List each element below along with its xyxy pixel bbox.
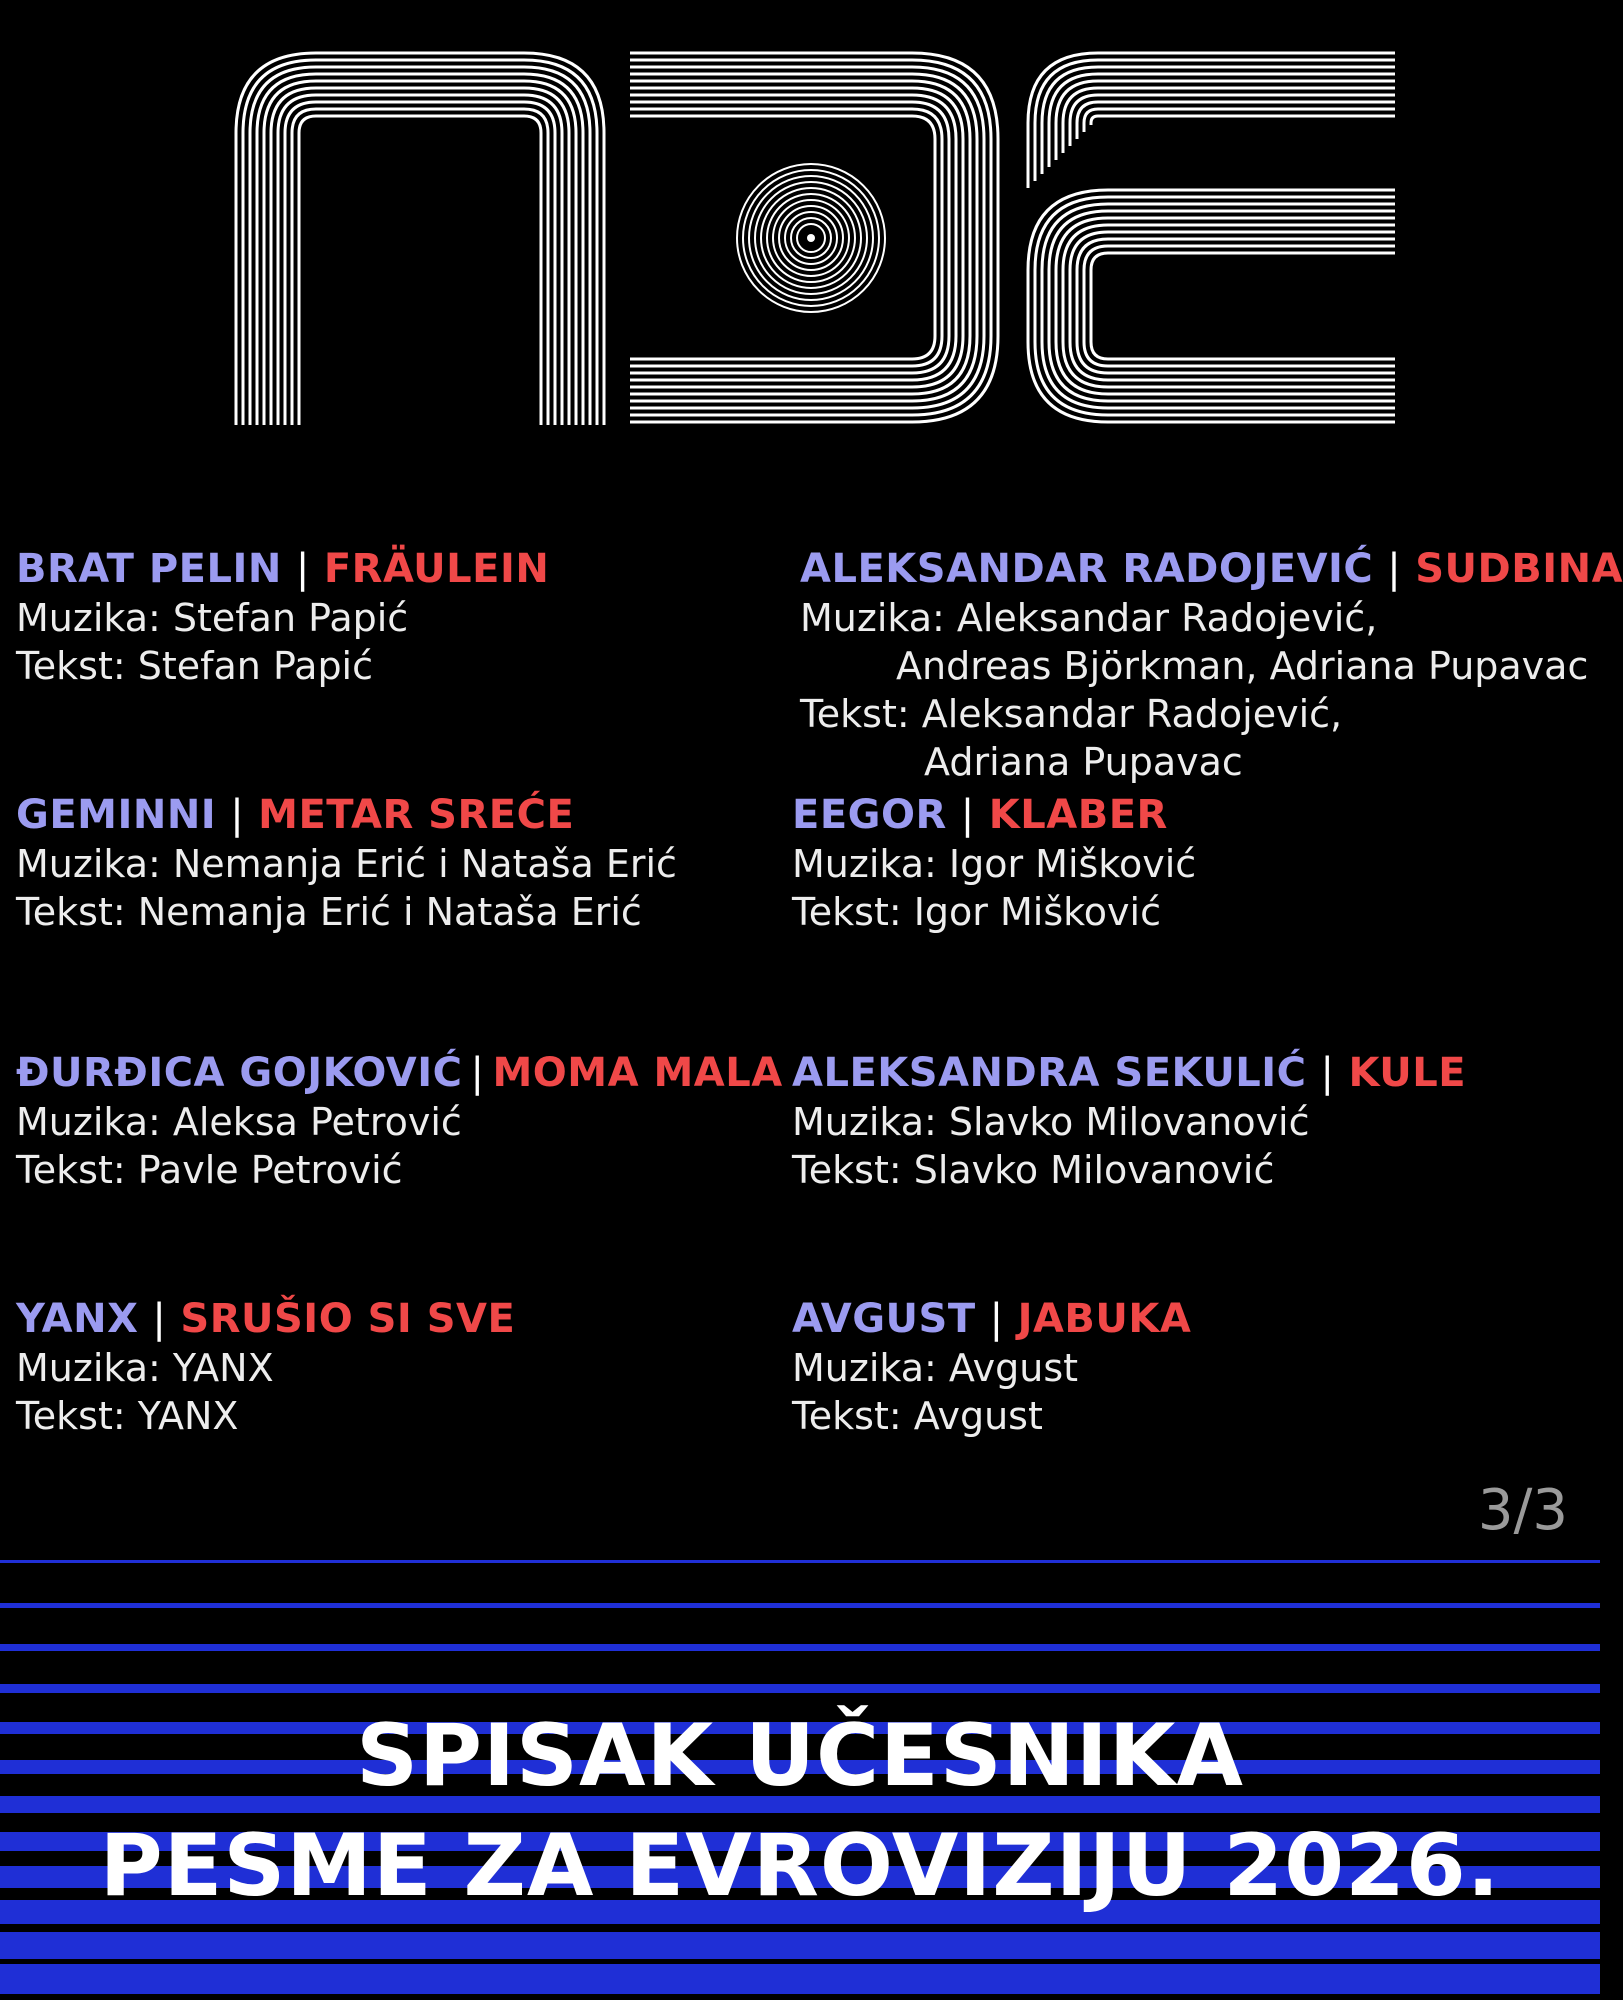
separator: | (960, 792, 975, 838)
entry-heading (792, 1294, 1191, 1344)
separator: | (152, 1296, 167, 1342)
music-credit: Muzika: Igor Mišković (792, 842, 1197, 886)
lyrics-credit: Tekst: YANX (16, 1394, 239, 1438)
entry-heading (792, 790, 1196, 840)
song-title: METAR SREĆE (258, 792, 575, 838)
entry-geminni (16, 790, 677, 936)
entry-djurdjica-gojkovic (16, 1048, 783, 1194)
pde-logo (0, 0, 1600, 440)
music-credit: Muzika: Slavko Milovanović (792, 1100, 1310, 1144)
music-credit: Muzika: Aleksa Petrović (16, 1100, 462, 1144)
stripe (0, 1684, 1600, 1693)
artist-name: EEGOR (792, 792, 947, 838)
logo-letter-p (236, 53, 604, 425)
stripe (0, 1603, 1600, 1608)
lyrics-credit: Tekst: Aleksandar Radojević, (800, 692, 1343, 736)
logo-letter-e (1028, 53, 1395, 422)
separator: | (1387, 546, 1402, 592)
separator: | (470, 1050, 485, 1096)
entry-aleksandra-sekulic (792, 1048, 1466, 1194)
artist-name: AVGUST (792, 1296, 976, 1342)
stripe (0, 1932, 1600, 1959)
entry-brat-pelin (16, 544, 549, 690)
page-indicator: 3/3 (1477, 1478, 1568, 1543)
vinyl-record-icon (731, 158, 891, 318)
entry-heading (16, 1294, 515, 1344)
lyrics-credit-continued: Adriana Pupavac (924, 740, 1243, 784)
footer-title-line-2: PESME ZA EVROVIZIJU 2026. (99, 1816, 1501, 1916)
entry-heading (792, 1048, 1466, 1098)
lyrics-credit: Tekst: Avgust (792, 1394, 1043, 1438)
lyrics-credit: Tekst: Stefan Papić (16, 644, 374, 688)
song-title: MOMA MALA (492, 1050, 783, 1096)
song-title: KLABER (988, 792, 1168, 838)
music-credit: Muzika: Stefan Papić (16, 596, 409, 640)
separator: | (295, 546, 310, 592)
artist-name: GEMINNI (16, 792, 217, 838)
entry-avgust (792, 1294, 1191, 1440)
entry-heading (16, 544, 549, 594)
lyrics-credit: Tekst: Nemanja Erić i Nataša Erić (16, 890, 642, 934)
music-credit: Muzika: Nemanja Erić i Nataša Erić (16, 842, 677, 886)
separator: | (989, 1296, 1004, 1342)
music-credit: Muzika: Avgust (792, 1346, 1079, 1390)
stripe (0, 1560, 1600, 1563)
song-title: SUDBINA (1415, 546, 1623, 592)
artist-name: BRAT PELIN (16, 546, 282, 592)
entry-eegor (792, 790, 1196, 936)
footer-banner (0, 1560, 1600, 2000)
lyrics-credit: Tekst: Slavko Milovanović (792, 1148, 1275, 1192)
lyrics-credit: Tekst: Igor Mišković (792, 890, 1161, 934)
entry-yanx (16, 1294, 515, 1440)
music-credit-continued: Andreas Björkman, Adriana Pupavac (896, 644, 1589, 688)
entry-aleksandar-radojevic (800, 544, 1623, 786)
entry-heading (800, 544, 1623, 594)
stripe (0, 1644, 1600, 1651)
footer-title-line-1: SPISAK UČESNIKA (356, 1706, 1244, 1806)
separator: | (230, 792, 245, 838)
entry-heading (16, 790, 677, 840)
song-title: JABUKA (1017, 1296, 1192, 1342)
song-title: FRÄULEIN (323, 546, 550, 592)
music-credit: Muzika: YANX (16, 1346, 274, 1390)
stripe (0, 1964, 1600, 1994)
music-credit: Muzika: Aleksandar Radojević, (800, 596, 1378, 640)
artist-name: ALEKSANDRA SEKULIĆ (792, 1050, 1307, 1096)
separator: | (1320, 1050, 1335, 1096)
song-title: KULE (1348, 1050, 1467, 1096)
artist-name: ĐURĐICA GOJKOVIĆ (16, 1050, 463, 1096)
lyrics-credit: Tekst: Pavle Petrović (16, 1148, 403, 1192)
song-title: SRUŠIO SI SVE (180, 1296, 516, 1342)
artist-name: ALEKSANDAR RADOJEVIĆ (800, 546, 1374, 592)
artist-name: YANX (16, 1296, 139, 1342)
entry-heading (16, 1048, 783, 1098)
